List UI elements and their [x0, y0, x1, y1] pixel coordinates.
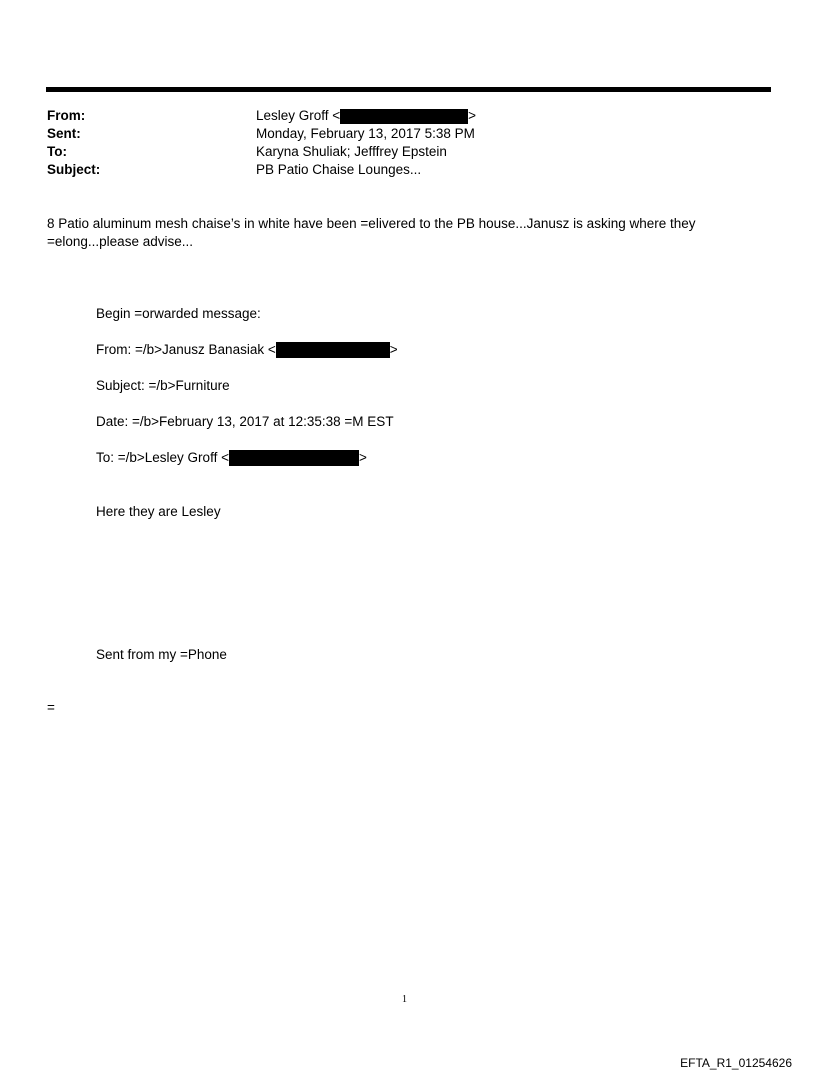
- trailing-equals: =: [47, 700, 55, 715]
- header-from-row: [47, 107, 747, 125]
- subject-label: Subject:: [47, 162, 101, 177]
- header-subject-row: [47, 161, 747, 179]
- redaction-box: [276, 342, 390, 358]
- email-header: [47, 107, 747, 179]
- body-line-2: =elong...please advise...: [47, 234, 193, 249]
- forwarded-date: Date: =/b>February 13, 2017 at 12:35:38 =M EST: [96, 414, 394, 429]
- to-label: To:: [47, 144, 67, 159]
- header-sent-row: [47, 125, 747, 143]
- forwarded-from-suffix: >: [389, 342, 398, 357]
- forwarded-from-prefix: From: =/b>Janusz Banasiak <: [96, 342, 276, 357]
- email-body: [47, 215, 747, 251]
- from-value-prefix: Lesley Groff <: [256, 108, 341, 123]
- forwarded-to-suffix: >: [358, 450, 367, 465]
- body-line-1: 8 Patio aluminum mesh chaise’s in white have been =elivered to the PB house...Janusz is asking where they: [47, 216, 696, 231]
- forwarded-subject: Subject: =/b>Furniture: [96, 378, 230, 393]
- forwarded-to: [96, 449, 367, 467]
- page-number: 1: [402, 994, 407, 1005]
- sent-value: Monday, February 13, 2017 5:38 PM: [256, 126, 475, 141]
- forwarded-begin: Begin =orwarded message:: [96, 306, 261, 321]
- forwarded-signature: Sent from my =Phone: [96, 647, 227, 662]
- from-value-suffix: >: [468, 108, 477, 123]
- forwarded-message-text: Here they are Lesley: [96, 504, 221, 519]
- forwarded-to-prefix: To: =/b>Lesley Groff <: [96, 450, 229, 465]
- from-value: [256, 107, 476, 125]
- from-label: From:: [47, 108, 86, 123]
- subject-value: PB Patio Chaise Lounges...: [256, 162, 422, 177]
- forwarded-from: [96, 341, 398, 359]
- header-to-row: [47, 143, 747, 161]
- bates-number: EFTA_R1_01254626: [680, 1056, 792, 1070]
- redaction-box: [229, 450, 359, 466]
- redaction-box: [340, 109, 468, 124]
- to-value: Karyna Shuliak; Jefffrey Epstein: [256, 144, 447, 159]
- header-divider-rule: [46, 87, 771, 92]
- sent-label: Sent:: [47, 126, 81, 141]
